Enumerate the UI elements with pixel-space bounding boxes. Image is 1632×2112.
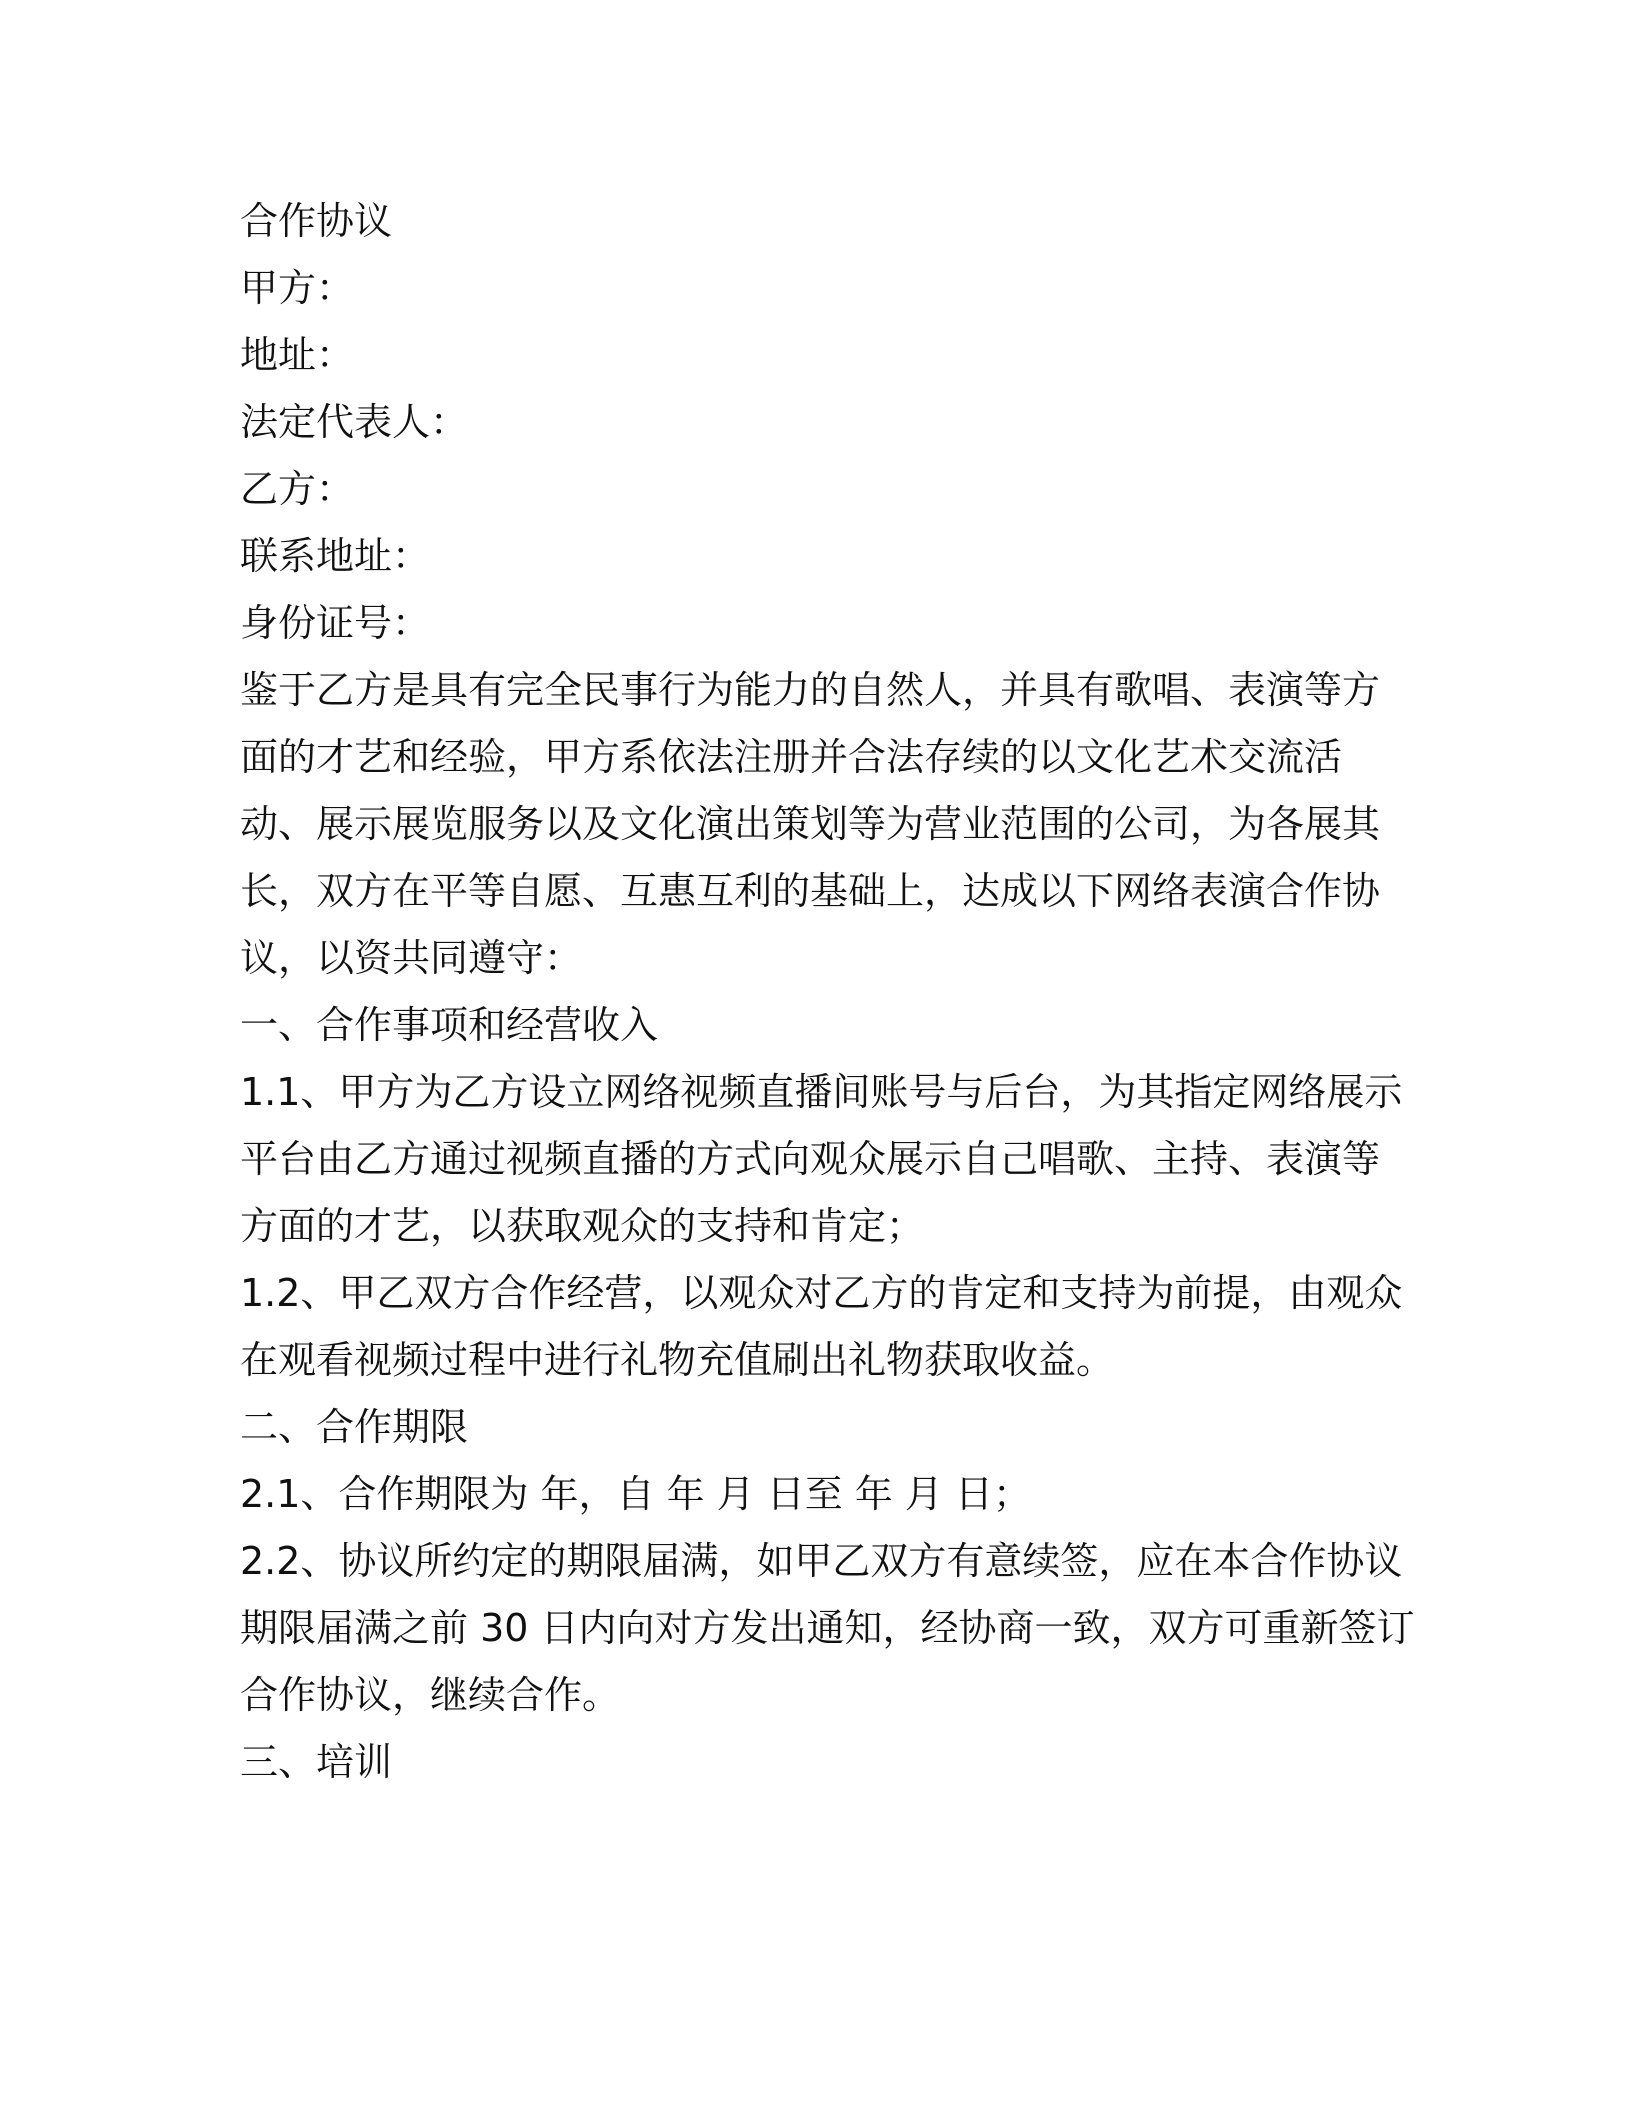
field-contact-address: 联系地址： [240, 534, 431, 578]
section-heading-2: 二、合作期限 [240, 1405, 469, 1449]
clause-line: 合作协议，继续合作。 [240, 1673, 621, 1717]
section-heading-1: 一、合作事项和经营收入 [240, 1003, 659, 1047]
preamble-line: 面的才艺和经验，甲方系依法注册并合法存续的以文化艺术交流活 [240, 735, 1343, 779]
clause-line: 平台由乙方通过视频直播的方式向观众展示自己唱歌、主持、表演等 [240, 1137, 1381, 1181]
document-body [240, 188, 1415, 1796]
preamble-line: 长，双方在平等自愿、互惠互利的基础上，达成以下网络表演合作协 [240, 869, 1381, 913]
field-legal-representative: 法定代表人： [240, 400, 469, 444]
field-party-a: 甲方： [240, 266, 355, 310]
clause-line: 2.2、协议所约定的期限届满，如甲乙双方有意续签，应在本合作协议 [240, 1539, 1403, 1583]
preamble-line: 鉴于乙方是具有完全民事行为能力的自然人，并具有歌唱、表演等方 [240, 668, 1381, 712]
clause-1-2 [240, 1260, 1403, 1394]
field-address: 地址： [240, 333, 355, 377]
clause-line: 在观看视频过程中进行礼物充值刷出礼物获取收益。 [240, 1338, 1115, 1382]
preamble-line: 动、展示展览服务以及文化演出策划等为营业范围的公司，为各展其 [240, 802, 1381, 846]
field-party-b: 乙方： [240, 467, 355, 511]
document-title: 合作协议 [240, 199, 393, 243]
clause-line: 期限届满之前 30 日内向对方发出通知，经协商一致，双方可重新签订 [240, 1606, 1415, 1650]
section-heading-3: 三、培训 [240, 1740, 393, 1784]
clause-2-1: 2.1、合作期限为 年，自 年 月 日至 年 月 日； [240, 1472, 1031, 1516]
preamble-paragraph [240, 657, 1380, 992]
clause-2-2 [240, 1528, 1415, 1729]
clause-line: 1.1、甲方为乙方设立网络视频直播间账号与后台，为其指定网络展示 [240, 1070, 1403, 1114]
clause-line: 方面的才艺，以获取观众的支持和肯定； [240, 1204, 925, 1248]
field-id-number: 身份证号： [240, 601, 431, 645]
clause-line: 1.2、甲乙双方合作经营，以观众对乙方的肯定和支持为前提，由观众 [240, 1271, 1403, 1315]
clause-1-1 [240, 1059, 1403, 1260]
preamble-line: 议，以资共同遵守： [240, 936, 583, 980]
